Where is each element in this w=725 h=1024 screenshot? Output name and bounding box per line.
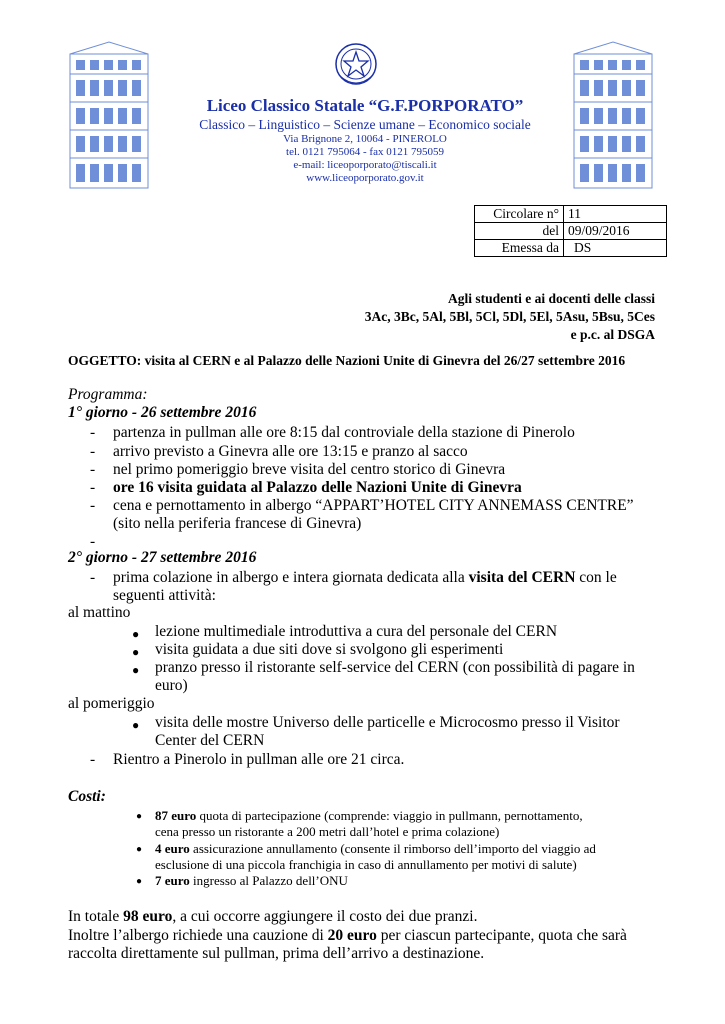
deposit-paragraph-continuation: raccolta direttamente sul pullman, prima dell’arrivo a destinazione. <box>68 945 485 962</box>
deposit-text: Inoltre l’albergo richiede una cauzione di <box>68 927 328 944</box>
day2-intro-tail: con le <box>575 569 617 586</box>
day2-intro <box>113 569 617 587</box>
circolare-number-value: 11 <box>564 206 667 223</box>
table-row <box>475 223 667 240</box>
list-item: nel primo pomeriggio breve visita del centro storico di Ginevra <box>113 461 506 478</box>
day2-intro-continuation: seguenti attività: <box>113 587 216 604</box>
list-dash: - <box>90 751 96 768</box>
cost-item <box>155 841 596 857</box>
cost-description: quota di partecipazione (comprende: viaggio in pullmann, pernottamento, <box>196 808 583 823</box>
total-paragraph <box>68 908 477 926</box>
day1-title: 1° giorno - 26 settembre 2016 <box>68 404 257 421</box>
bullet-icon: ● <box>132 663 140 677</box>
list-dash: - <box>90 424 96 441</box>
bullet-icon: ● <box>136 844 143 855</box>
table-row <box>475 240 667 257</box>
building-icon <box>68 40 150 190</box>
programma-heading: Programma: <box>68 386 148 403</box>
bullet-icon: ● <box>136 876 143 887</box>
cost-item <box>155 808 583 824</box>
circolare-table <box>474 205 667 257</box>
costi-heading: Costi: <box>68 788 106 805</box>
school-tracks: Classico – Linguistico – Scienze umane – Economico sociale <box>199 117 531 132</box>
morning-label: al mattino <box>68 604 131 621</box>
bullet-icon: ● <box>132 718 140 732</box>
return-item: Rientro a Pinerolo in pullman alle ore 21 circa. <box>113 751 405 768</box>
school-email[interactable]: e-mail: liceoporporato@tiscali.it <box>293 159 437 171</box>
list-dash: - <box>90 479 96 496</box>
school-website[interactable]: www.liceoporporato.gov.it <box>306 172 424 184</box>
cost-amount: 4 euro <box>155 841 190 856</box>
total-amount: 98 euro <box>123 908 173 925</box>
list-dash: - <box>90 461 96 478</box>
circolare-issuer-value: DS <box>564 240 667 257</box>
building-icon <box>572 40 654 190</box>
bullet-icon: ● <box>136 811 143 822</box>
day2-intro-highlight: visita del CERN <box>468 569 576 586</box>
day2-intro-text: prima colazione in albergo e intera giornata dedicata alla <box>113 569 469 586</box>
list-dash: - <box>90 443 96 460</box>
list-item: pranzo presso il ristorante self-service del CERN (con possibilità di pagare in <box>155 659 635 676</box>
list-item: ore 16 visita guidata al Palazzo delle Nazioni Unite di Ginevra <box>113 479 522 496</box>
school-address: Via Brignone 2, 10064 - PINEROLO <box>283 133 447 145</box>
list-item: partenza in pullman alle ore 8:15 dal controviale della stazione di Pinerolo <box>113 424 575 441</box>
table-row <box>475 206 667 223</box>
cost-description: ingresso al Palazzo dell’ONU <box>189 873 348 888</box>
afternoon-label: al pomeriggio <box>68 695 155 712</box>
cost-amount: 87 euro <box>155 808 197 823</box>
school-phone: tel. 0121 795064 - fax 0121 795059 <box>286 146 444 158</box>
list-item-continuation: euro) <box>155 677 188 694</box>
total-text: In totale <box>68 908 124 925</box>
school-name: Liceo Classico Statale “G.F.PORPORATO” <box>206 96 524 115</box>
bullet-icon: ● <box>132 627 140 641</box>
list-dash: - <box>90 533 96 550</box>
republic-emblem-icon <box>332 40 380 90</box>
list-item-continuation: Center del CERN <box>155 732 265 749</box>
deposit-amount: 20 euro <box>327 927 377 944</box>
cost-amount: 7 euro <box>155 873 190 888</box>
star-icon <box>344 52 368 76</box>
circolare-date-label: del <box>475 223 564 240</box>
list-item: arrivo previsto a Ginevra alle ore 13:15 e pranzo al sacco <box>113 443 468 460</box>
cost-item-continuation: cena presso un ristorante a 200 metri dall’hotel e prima colazione) <box>155 824 500 839</box>
cost-item <box>155 873 348 889</box>
cost-description: assicurazione annullamento (consente il rimborso dell’importo del viaggio ad <box>189 841 596 856</box>
circolare-date-value: 09/09/2016 <box>564 223 667 240</box>
total-tail: , a cui occorre aggiungere il costo dei due pranzi. <box>172 908 478 925</box>
addressees-line-1: Agli studenti e ai docenti delle classi <box>448 291 655 306</box>
bullet-icon: ● <box>132 645 140 659</box>
list-dash: - <box>90 569 96 586</box>
list-dash: - <box>90 497 96 514</box>
list-item: lezione multimediale introduttiva a cura del personale del CERN <box>155 623 558 640</box>
deposit-tail: per ciascun partecipante, quota che sarà <box>376 927 627 944</box>
list-item: visita delle mostre Universo delle particelle e Microcosmo presso il Visitor <box>155 714 620 731</box>
addressees-classes: 3Ac, 3Bc, 5Al, 5Bl, 5Cl, 5Dl, 5El, 5Asu, 5Bsu, 5Ces <box>364 309 655 324</box>
circolare-number-label: Circolare n° <box>475 206 564 223</box>
list-item-continuation: (sito nella periferia francese di Ginevra) <box>113 515 362 532</box>
day2-title: 2° giorno - 27 settembre 2016 <box>68 549 257 566</box>
deposit-paragraph <box>68 927 627 945</box>
addressees-cc: e p.c. al DSGA <box>570 327 655 342</box>
circolare-issuer-label: Emessa da <box>475 240 564 257</box>
subject-line: OGGETTO: visita al CERN e al Palazzo delle Nazioni Unite di Ginevra del 26/27 settembre 2016 <box>68 353 626 368</box>
cost-item-continuation: esclusione di una piccola franchigia in caso di annullamento per motivi di salute) <box>155 857 577 872</box>
list-item: cena e pernottamento in albergo “APPART’HOTEL CITY ANNEMASS CENTRE” <box>113 497 634 514</box>
list-item: visita guidata a due siti dove si svolgono gli esperimenti <box>155 641 504 658</box>
